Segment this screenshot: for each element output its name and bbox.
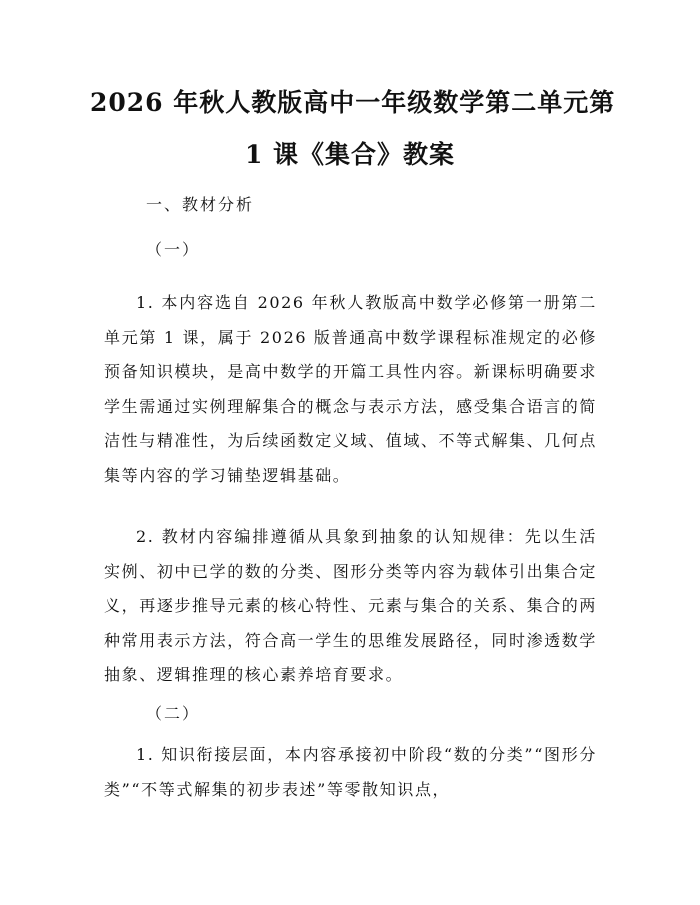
paragraph-2: 2. 教材内容编排遵循从具象到抽象的认知规律：先以生活实例、初中已学的数的分类、图形分类等内容为载体引出集合定义，再逐步推导元素的核心特性、元素与集合的关系、集合的两种常用表示方法，符合高一学生的思维发展路径，同时渗透数学抽象、逻辑推理的核心素养培育要求。 (104, 527, 597, 684)
subsection-heading-two: （二） (146, 704, 201, 723)
subsection-heading-one: （一） (146, 240, 201, 259)
paragraph-3: 1. 知识衔接层面，本内容承接初中阶段“数的分类”“图形分类”“不等式解集的初步表述”等零散知识点， (104, 745, 597, 799)
paragraph-1: 1. 本内容选自 2026 年秋人教版高中数学必修第一册第二单元第 1 课，属于 2026 版普通高中数学课程标准规定的必修预备知识模块，是高中数学的开篇工具性内容。新课标明确要求学生需通过实例理解集合的概念与表示方法，感受集合语言的简洁性与精准性，为后续函数定义域、值域、不等式解集、几何点集等内容的学习铺垫逻辑基础。 (104, 293, 597, 485)
document-title-line-2: 1 课《集合》教案 (244, 140, 456, 169)
section-heading-textbook-analysis: 一、教材分析 (146, 195, 255, 214)
document-title-line-1: 2026 年秋人教版高中一年级数学第二单元第 (90, 88, 616, 117)
